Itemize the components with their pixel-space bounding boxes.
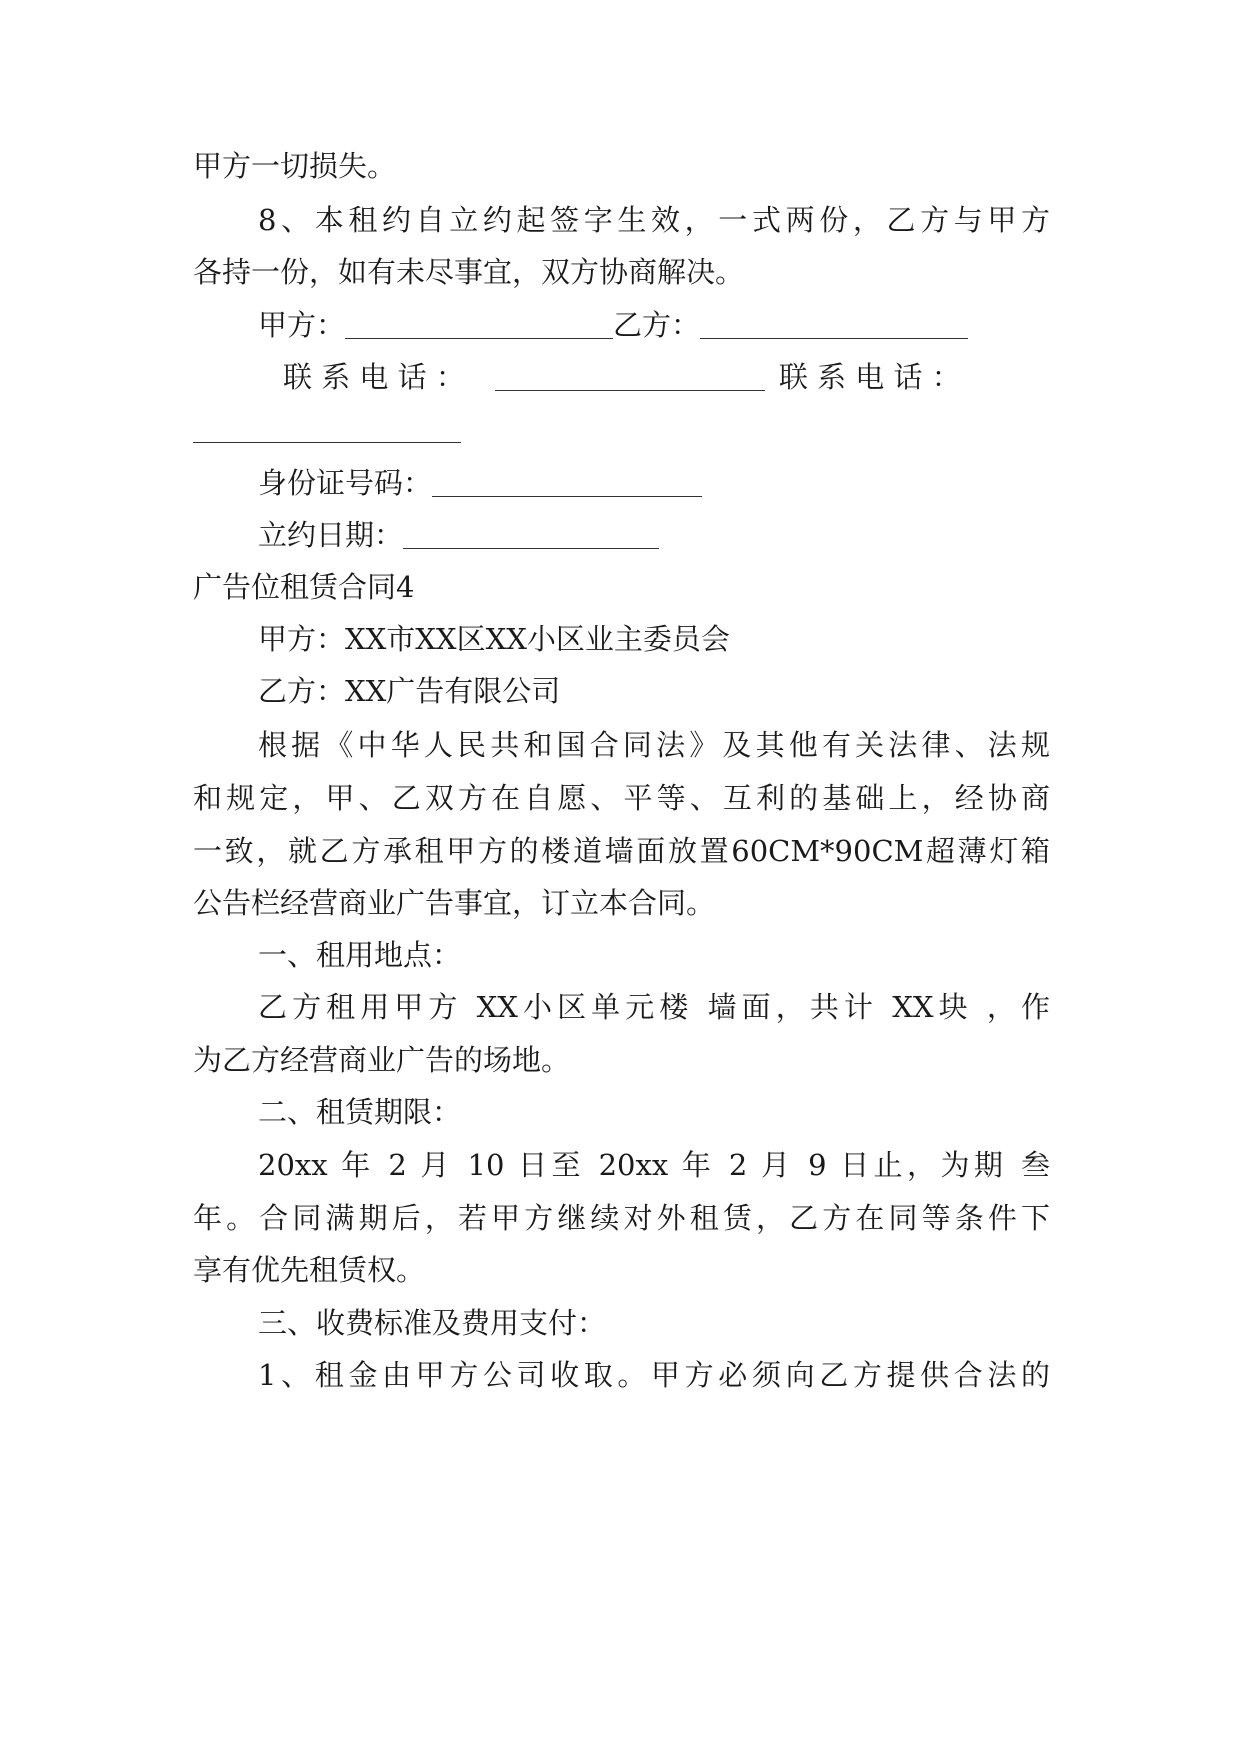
text-line: 享有优先租赁权。 [193,1253,426,1287]
party-b: 乙方：XX广告有限公司 [258,674,561,708]
sign-date-label: 立约日期： [258,518,404,552]
id-number-row [258,454,1050,512]
text-line: 20xx 年 2 月 10 日至 20xx 年 2 月 9 日止，为期 叁 [258,1148,1050,1182]
party-b-blank [700,312,968,339]
phone-continuation-row [193,400,1050,458]
phone-label-a: 联 系 电 话 ： [283,360,465,394]
text-line: 甲方一切损失。 [193,149,397,183]
text-line: 根据《中华人民共和国合同法》及其他有关法律、法规 [258,728,1050,762]
party-b-label: 乙方： [613,308,701,342]
sign-date-blank [403,522,659,549]
text-line: 和规定，甲、乙双方在自愿、平等、互利的基础上，经协商 [193,781,1050,815]
section-heading: 一、租用地点： [258,938,462,972]
party-a: 甲方：XX市XX区XX小区业主委员会 [258,622,730,656]
section-heading: 三、收费标准及费用支付： [258,1306,607,1340]
text-line: 乙方租用甲方 XX小区单元楼 墙面，共计 XX块 ，作 [258,990,1050,1024]
text-line: 年。合同满期后，若甲方继续对外租赁，乙方在同等条件下 [193,1201,1050,1235]
id-number-blank [432,470,702,497]
contract-title: 广告位租赁合同4 [193,570,415,604]
text-line: 1、租金由甲方公司收取。甲方必须向乙方提供合法的 [258,1358,1050,1392]
party-a-label: 甲方： [258,308,346,342]
phone-blank-a [495,364,765,391]
party-a-blank [345,312,613,339]
section-heading: 二、租赁期限： [258,1095,462,1129]
text-line: 一致，就乙方承租甲方的楼道墙面放置60CM*90CM超薄灯箱 [193,834,1050,868]
id-number-label: 身份证号码： [258,466,433,500]
sign-date-row [258,506,1050,564]
text-line: 公告栏经营商业广告事宜，订立本合同。 [193,886,716,920]
text-line: 为乙方经营商业广告的场地。 [193,1043,571,1077]
text-line: 各持一份，如有未尽事宜，双方协商解决。 [193,255,745,289]
text-line: 8、本租约自立约起签字生效，一式两份，乙方与甲方 [258,203,1050,237]
signature-row-phone [193,348,1050,406]
phone-label-b: 联 系 电 话 ： [778,360,961,394]
signature-row-parties [258,296,1050,354]
phone-blank-b [193,416,461,443]
